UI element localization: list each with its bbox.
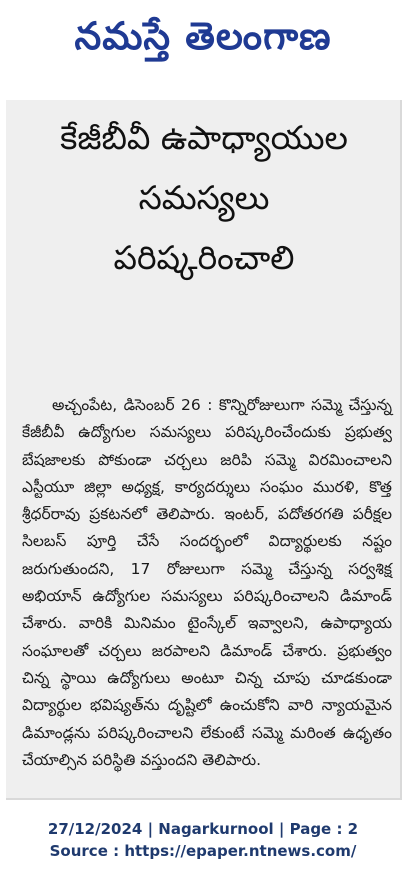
source-url: Source : https://epaper.ntnews.com/ <box>49 842 357 860</box>
date-edition-page: 27/12/2024 | Nagarkurnool | Page : 2 <box>47 820 359 838</box>
headline-line: పరిష్కరించాలి <box>113 238 295 277</box>
headline-line: సమస్యలు <box>138 178 270 217</box>
masthead-title: నమస్తే తెలంగాణ <box>74 14 332 58</box>
article-headline <box>6 108 402 288</box>
news-clipping <box>6 100 402 800</box>
clipping-footer <box>0 818 406 862</box>
headline-line: కేజీబీవీ ఉపాధ్యాయుల <box>60 118 348 157</box>
article-body: అచ్చంపేట, డిసెంబర్ 26 : కొన్నిరోజులుగా సమ్మె చేస్తున్న కేజీబీవీ ఉద్యోగుల సమస్యలు పరిష్కరించేందుకు ప్రభుత్వ బేషజాలకు పోకుండా చర్చలు జరిపి సమ్మె విరమించాలని ఎస్టీయూ జిల్లా అధ్యక్ష, కార్యదర్శులు సంఘం మురళి, కొత్త శ్రీధర్‌రావు ప్రకటనలో తెలిపారు. ఇంటర్, పదోతరగతి పరీక్షల సిలబస్ పూర్తి చేసే సందర్భంలో విద్యార్థులకు నష్టం జరుగుతుందని, 17 రోజులుగా సమ్మె చేస్తున్న సర్వశిక్ష అభియాన్ ఉద్యోగుల సమస్యలు పరిష్కరించాలని డిమాండ్ చేశారు. వారికి మినిమం టైంస్కేల్ ఇవ్వాలని, ఉపాధ్యాయ సంఘాలతో చర్చలు జరపాలని డిమాండ్ చేశారు. ప్రభుత్వం చిన్న స్థాయి ఉద్యోగులు అంటూ చిన్న చూపు చూడకుండా విద్యార్థుల భవిష్యత్‌ను దృష్టిలో ఉంచుకోని వారి న్యాయమైన డిమాండ్లను పరిష్కరించాలని లేకుంటే సమ్మె మరింత ఉధృతం చేయాల్సిన పరిస్థితి వస్తుందని తెలిపారు. <box>22 396 392 769</box>
newspaper-masthead <box>0 0 406 82</box>
